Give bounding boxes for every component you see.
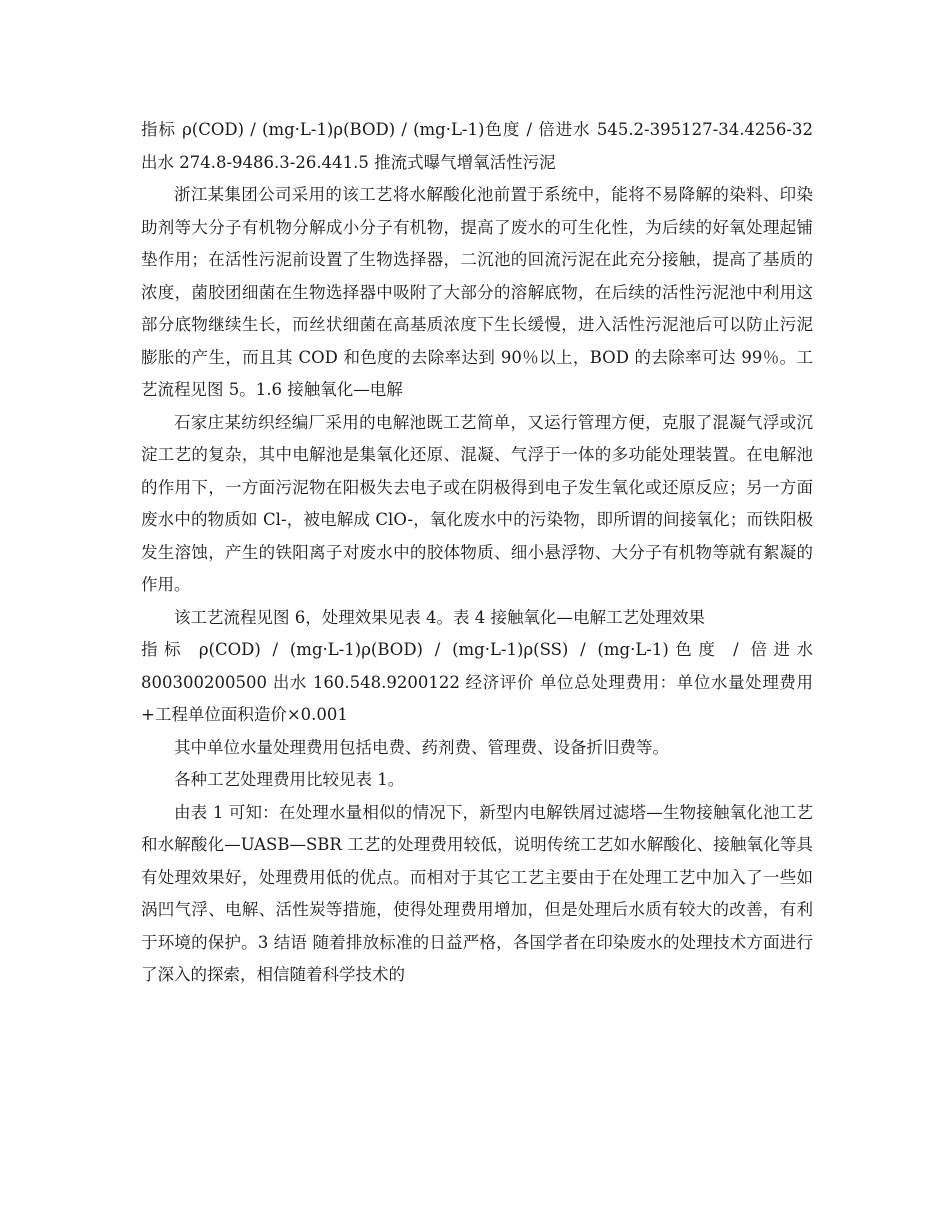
document-body — [141, 114, 813, 992]
paragraph-unit-cost: 其中单位水量处理费用包括电费、药剂费、管理费、设备折旧费等。 — [174, 737, 669, 757]
paragraph-table4-caption: 该工艺流程见图 6，处理效果见表 4。表 4 接触氧化—电解工艺处理效果 — [174, 607, 705, 627]
paragraph-shijiazhuang-electrolysis: 石家庄某纺织经编厂采用的电解池既工艺简单，又运行管理方便，克服了混凝气浮或沉淀工艺的复杂，其中电解池是集氧化还原、混凝、气浮于一体的多功能处理装置。在电解池的作用下，一方面污泥物在阳极失去电子或在阴极得到电子发生氧化或还原反应；另一方面废水中的物质如 Cl-，被电解成 ClO-，氧化废水中的污染物，即所谓的间接氧化；而铁阳极发生溶蚀，产生的铁阳离子对废水中的胶体物质、细小悬浮物、大分子有机物等就有絮凝的作用。 — [141, 412, 813, 594]
paragraph-cost-table-ref: 各种工艺处理费用比较见表 1。 — [174, 770, 405, 789]
paragraph-zhejiang-process: 浙江某集团公司采用的该工艺将水解酸化池前置于系统中，能将不易降解的染料、印染助剂等大分子有机物分解成小分子有机物，提高了废水的可生化性，为后续的好氧处理起铺垫作用；在活性污泥前设置了生物选择器，二沉池的回流污泥在此充分接触，提高了基质的浓度，菌胶团细菌在生物选择器中吸附了大部分的溶解底物，在后续的活性污泥池中利用这部分底物继续生长，而丝状细菌在高基质浓度下生长缓慢，进入活性污泥池后可以防止污泥膨胀的产生，而且其 COD 和色度的去除率达到 90％以上，BOD 的去除率可达 99％。工艺流程见图 5。1.6 接触氧化—电解 — [141, 185, 813, 399]
paragraph-table3-data: 指标 ρ(COD) / (mg·L-1)ρ(BOD) / (mg·L-1)色度 / 倍进水 545.2-395127-34.4256-32 出水 274.8-9486.3-26.441.5 推流式曝气增氧活性污泥 — [141, 120, 813, 172]
paragraph-cost-conclusion: 由表 1 可知：在处理水量相似的情况下，新型内电解铁屑过滤塔—生物接触氧化池工艺和水解酸化—UASB—SBR 工艺的处理费用较低，说明传统工艺如水解酸化、接触氧化等具有处理效果好，处理费用低的优点。而相对于其它工艺主要由于在处理工艺中加入了一些如涡凹气浮、电解、活性炭等措施，使得处理费用增加，但是处理后水质有较大的改善，有利于环境的保护。3 结语 随着排放标准的日益严格，各国学者在印染废水的处理技术方面进行了深入的探索，相信随着科学技术的 — [141, 802, 813, 984]
paragraph-table4-data: 指标 ρ(COD) / (mg·L-1)ρ(BOD) / (mg·L-1)ρ(SS) / (mg·L-1)色度 / 倍进水 800300200500 出水 160.548.9200122 经济评价 单位总处理费用：单位水量处理费用+工程单位面积造价×0.001 — [141, 640, 813, 724]
